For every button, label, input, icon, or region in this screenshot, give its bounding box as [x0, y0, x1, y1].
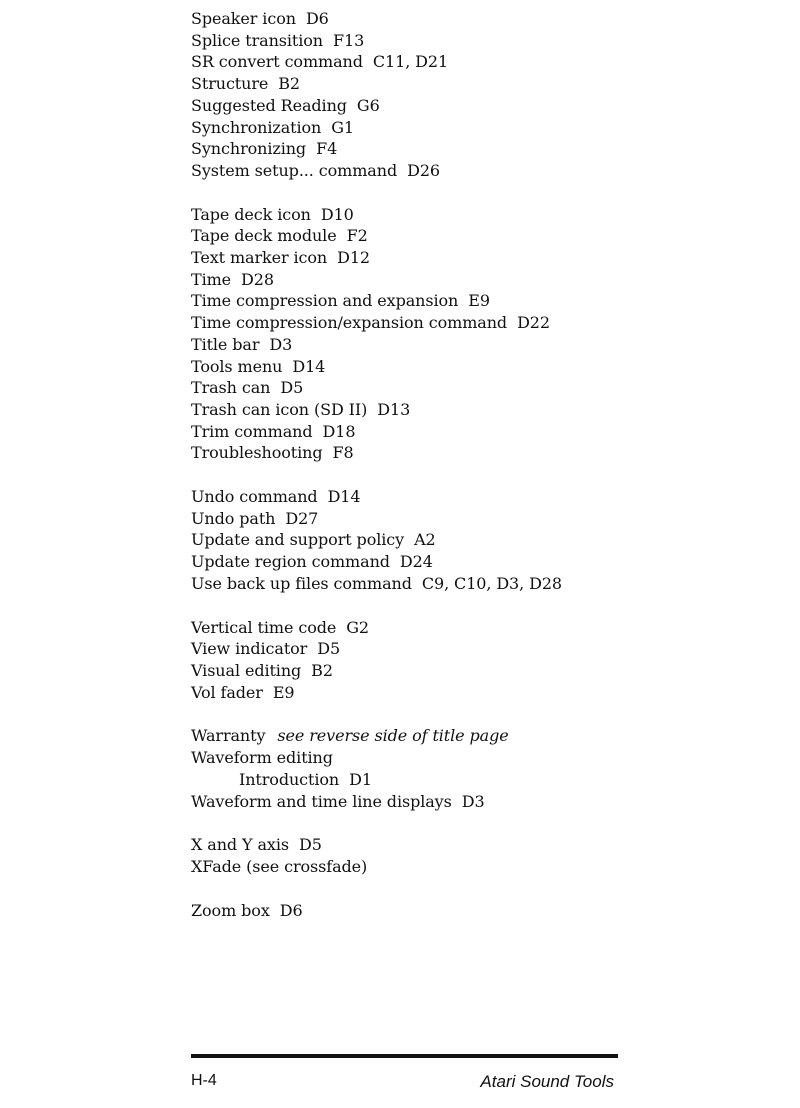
index-entry [191, 247, 621, 269]
index-term: Synchronizing [191, 139, 307, 159]
index-entry [191, 442, 621, 464]
index-page-refs: G1 [331, 117, 354, 137]
index-term: Splice transition [191, 30, 323, 50]
index-page-refs: F2 [346, 226, 368, 246]
index-page-refs: F8 [332, 443, 354, 463]
index-entry [191, 312, 621, 334]
index-page-refs: F13 [333, 30, 365, 50]
index-page-refs: D13 [377, 399, 411, 419]
index-term: Tape deck module [191, 226, 337, 246]
index-entry [191, 377, 621, 399]
index-page-refs: D6 [279, 900, 303, 920]
index-entry [191, 356, 621, 378]
index-term: System setup... command [191, 160, 398, 180]
index-page-refs: B2 [311, 660, 333, 680]
index-term: Time compression and expansion [191, 291, 459, 311]
index-entry [191, 486, 621, 508]
index-entry [191, 160, 621, 182]
index-term: Update region command [191, 552, 390, 572]
index-page-refs: F4 [316, 139, 338, 159]
index-term: Troubleshooting [191, 443, 323, 463]
footer-rule [191, 1054, 618, 1058]
index-page-refs: C11, D21 [372, 52, 449, 72]
index-entry [191, 269, 621, 291]
index-group [191, 204, 621, 464]
index-page-refs: D1 [349, 769, 372, 789]
index-entry [191, 682, 621, 704]
index-entry [191, 51, 621, 73]
index-term: Undo command [191, 487, 318, 507]
index-term: Waveform editing [191, 748, 333, 768]
index-term: X and Y axis [191, 835, 289, 855]
index-term: Introduction [239, 769, 340, 789]
index-term: Suggested Reading [191, 95, 347, 115]
index-group [191, 725, 621, 812]
index-page-refs: B2 [278, 74, 301, 94]
index-term: SR convert command [191, 52, 363, 72]
index-group [191, 617, 621, 704]
index-entry [191, 73, 621, 95]
index-term: Trash can [191, 378, 271, 398]
index-term: Time [191, 269, 232, 289]
index-entry [191, 747, 621, 769]
index-entry [191, 638, 621, 660]
index-term: Synchronization [191, 117, 322, 137]
index-entry [191, 660, 621, 682]
index-note: see reverse side of title page [277, 726, 509, 746]
index-entry [191, 725, 621, 747]
page-number: H-4 [191, 1072, 217, 1089]
index-page-refs: A2 [414, 530, 436, 550]
index-page-refs: E9 [468, 291, 490, 311]
index-entry [191, 856, 621, 878]
index-entry [191, 573, 621, 595]
index-entry [191, 900, 621, 922]
index-page-refs: G2 [346, 617, 369, 637]
index-page-refs: G6 [356, 95, 380, 115]
index-page-refs: D10 [320, 204, 354, 224]
index-page-refs: D26 [407, 160, 440, 180]
index-page-refs: D14 [292, 356, 326, 376]
index-term: Title bar [191, 334, 260, 354]
index-entry [191, 95, 621, 117]
index-entry [191, 290, 621, 312]
book-title: Atari Sound Tools [480, 1072, 614, 1091]
index-page-refs: D6 [305, 9, 329, 28]
index-page-refs: E9 [272, 682, 295, 702]
index-page-refs: D28 [241, 269, 274, 289]
index-term: Use back up files command [191, 573, 412, 593]
index-group [191, 834, 621, 877]
index-term: Warranty [191, 726, 266, 746]
index-group [191, 486, 621, 595]
index-page-refs: D5 [317, 639, 341, 659]
index-page-refs: D14 [327, 487, 361, 507]
index-term: Trash can icon (SD II) [191, 399, 368, 419]
index-term: Vol fader [191, 682, 263, 702]
index-entry [191, 617, 621, 639]
index-term: Waveform and time line displays [191, 791, 452, 811]
index-term: Structure [191, 74, 269, 94]
index-term: Undo path [191, 508, 276, 528]
index-term: Time compression/expansion command [191, 313, 508, 333]
index-page-refs: C9, C10, D3, D28 [421, 573, 562, 593]
index-term: Update and support policy [191, 530, 405, 550]
index-page-refs: D3 [461, 791, 485, 811]
index-entry [191, 399, 621, 421]
index-group [191, 900, 621, 922]
index-term: Tools menu [191, 356, 283, 376]
index-term: Visual editing [191, 660, 302, 680]
index-entry [191, 204, 621, 226]
index-term: XFade (see crossfade) [191, 856, 368, 876]
index-entry [191, 138, 621, 160]
index-entry [191, 30, 621, 52]
index-entry [191, 791, 621, 813]
index-entry [191, 334, 621, 356]
index-page-refs: D27 [285, 508, 319, 528]
index-term: View indicator [191, 639, 308, 659]
index-entry [191, 421, 621, 443]
index-term: Tape deck icon [191, 204, 311, 224]
index-subentry [191, 769, 621, 791]
index-group [191, 8, 621, 182]
index-page-refs: D24 [399, 552, 433, 572]
index-entry [191, 117, 621, 139]
index-term: Trim command [191, 421, 313, 441]
index-entry [191, 8, 621, 30]
index-page-refs: D5 [299, 835, 322, 855]
index-entry [191, 508, 621, 530]
index-column [191, 8, 621, 943]
index-page-refs: D3 [269, 334, 293, 354]
index-term: Vertical time code [191, 617, 337, 637]
index-term: Zoom box [191, 900, 270, 920]
index-entry [191, 551, 621, 573]
index-page-refs: D22 [517, 313, 550, 333]
index-term: Speaker icon [191, 9, 296, 28]
index-page-refs: D12 [337, 248, 371, 268]
index-entry [191, 834, 621, 856]
index-entry [191, 529, 621, 551]
index-entry [191, 225, 621, 247]
index-page-refs: D18 [322, 421, 356, 441]
index-term: Text marker icon [191, 248, 328, 268]
index-page-refs: D5 [280, 378, 304, 398]
